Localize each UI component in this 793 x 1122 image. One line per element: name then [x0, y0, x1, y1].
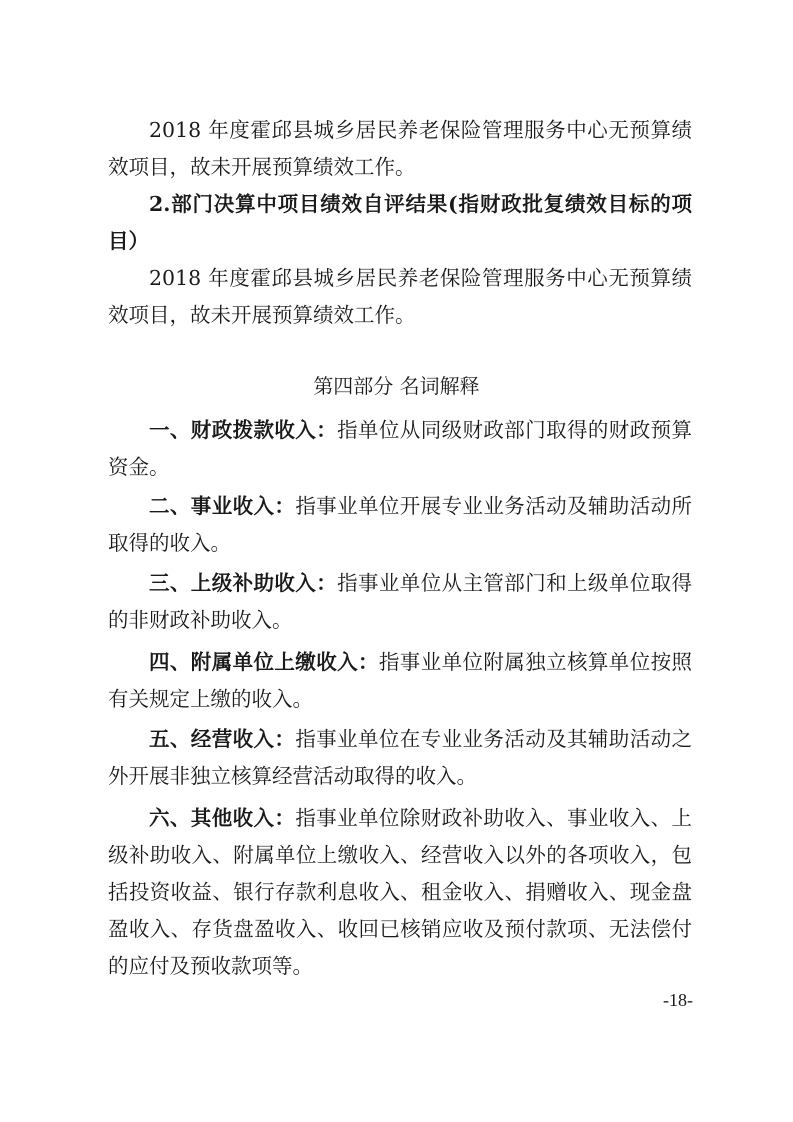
paragraph-no-performance-1: 2018 年度霍邱县城乡居民养老保险管理服务中心无预算绩效项目，故未开展预算绩效工作。 — [108, 118, 692, 179]
term-label: 三、上级补助收入： — [149, 571, 338, 595]
term-item — [108, 565, 692, 639]
term-definition: 指事业单位开展专业业务活动及辅助活动所取得的收入。 — [108, 494, 693, 555]
term-item — [108, 721, 692, 795]
term-label: 四、附属单位上缴收入： — [149, 650, 379, 674]
term-definition: 指事业单位除财政补助收入、事业收入、上级补助收入、附属单位上缴收入、经营收入以外的各项收入，包括投资收益、银行存款利息收入、租金收入、捐赠收入、现金盘盈收入、存货盘盈收入、收回已核销应收及预付款项、无法偿付的应付及预收款项等。 — [108, 806, 693, 978]
term-label: 二、事业收入： — [149, 494, 296, 518]
term-definition: 指事业单位从主管部门和上级单位取得的非财政补助收入。 — [108, 571, 693, 632]
term-definition: 指单位从同级财政部门取得的财政预算资金。 — [108, 418, 693, 479]
term-item — [108, 488, 692, 562]
term-label: 一、财政拨款收入： — [149, 418, 338, 442]
term-definition: 指事业单位附属独立核算单位按照有关规定上缴的收入。 — [108, 650, 693, 711]
term-definition: 指事业单位在专业业务活动及其辅助活动之外开展非独立核算经营活动取得的收入。 — [108, 727, 693, 788]
term-item — [108, 644, 692, 718]
paragraph-no-performance-2: 2018 年度霍邱县城乡居民养老保险管理服务中心无预算绩效项目，故未开展预算绩效工作。 — [108, 266, 692, 327]
term-label: 六、其他收入： — [149, 806, 296, 830]
term-item — [108, 800, 692, 985]
term-item — [108, 412, 692, 486]
section-title: 第四部分 名词解释 — [313, 374, 480, 398]
page-number: -18- — [663, 990, 693, 1010]
heading-project-performance: 2.部门决算中项目绩效自评结果(指财政批复绩效目标的项目） — [108, 192, 692, 253]
term-label: 五、经营收入： — [149, 727, 296, 751]
